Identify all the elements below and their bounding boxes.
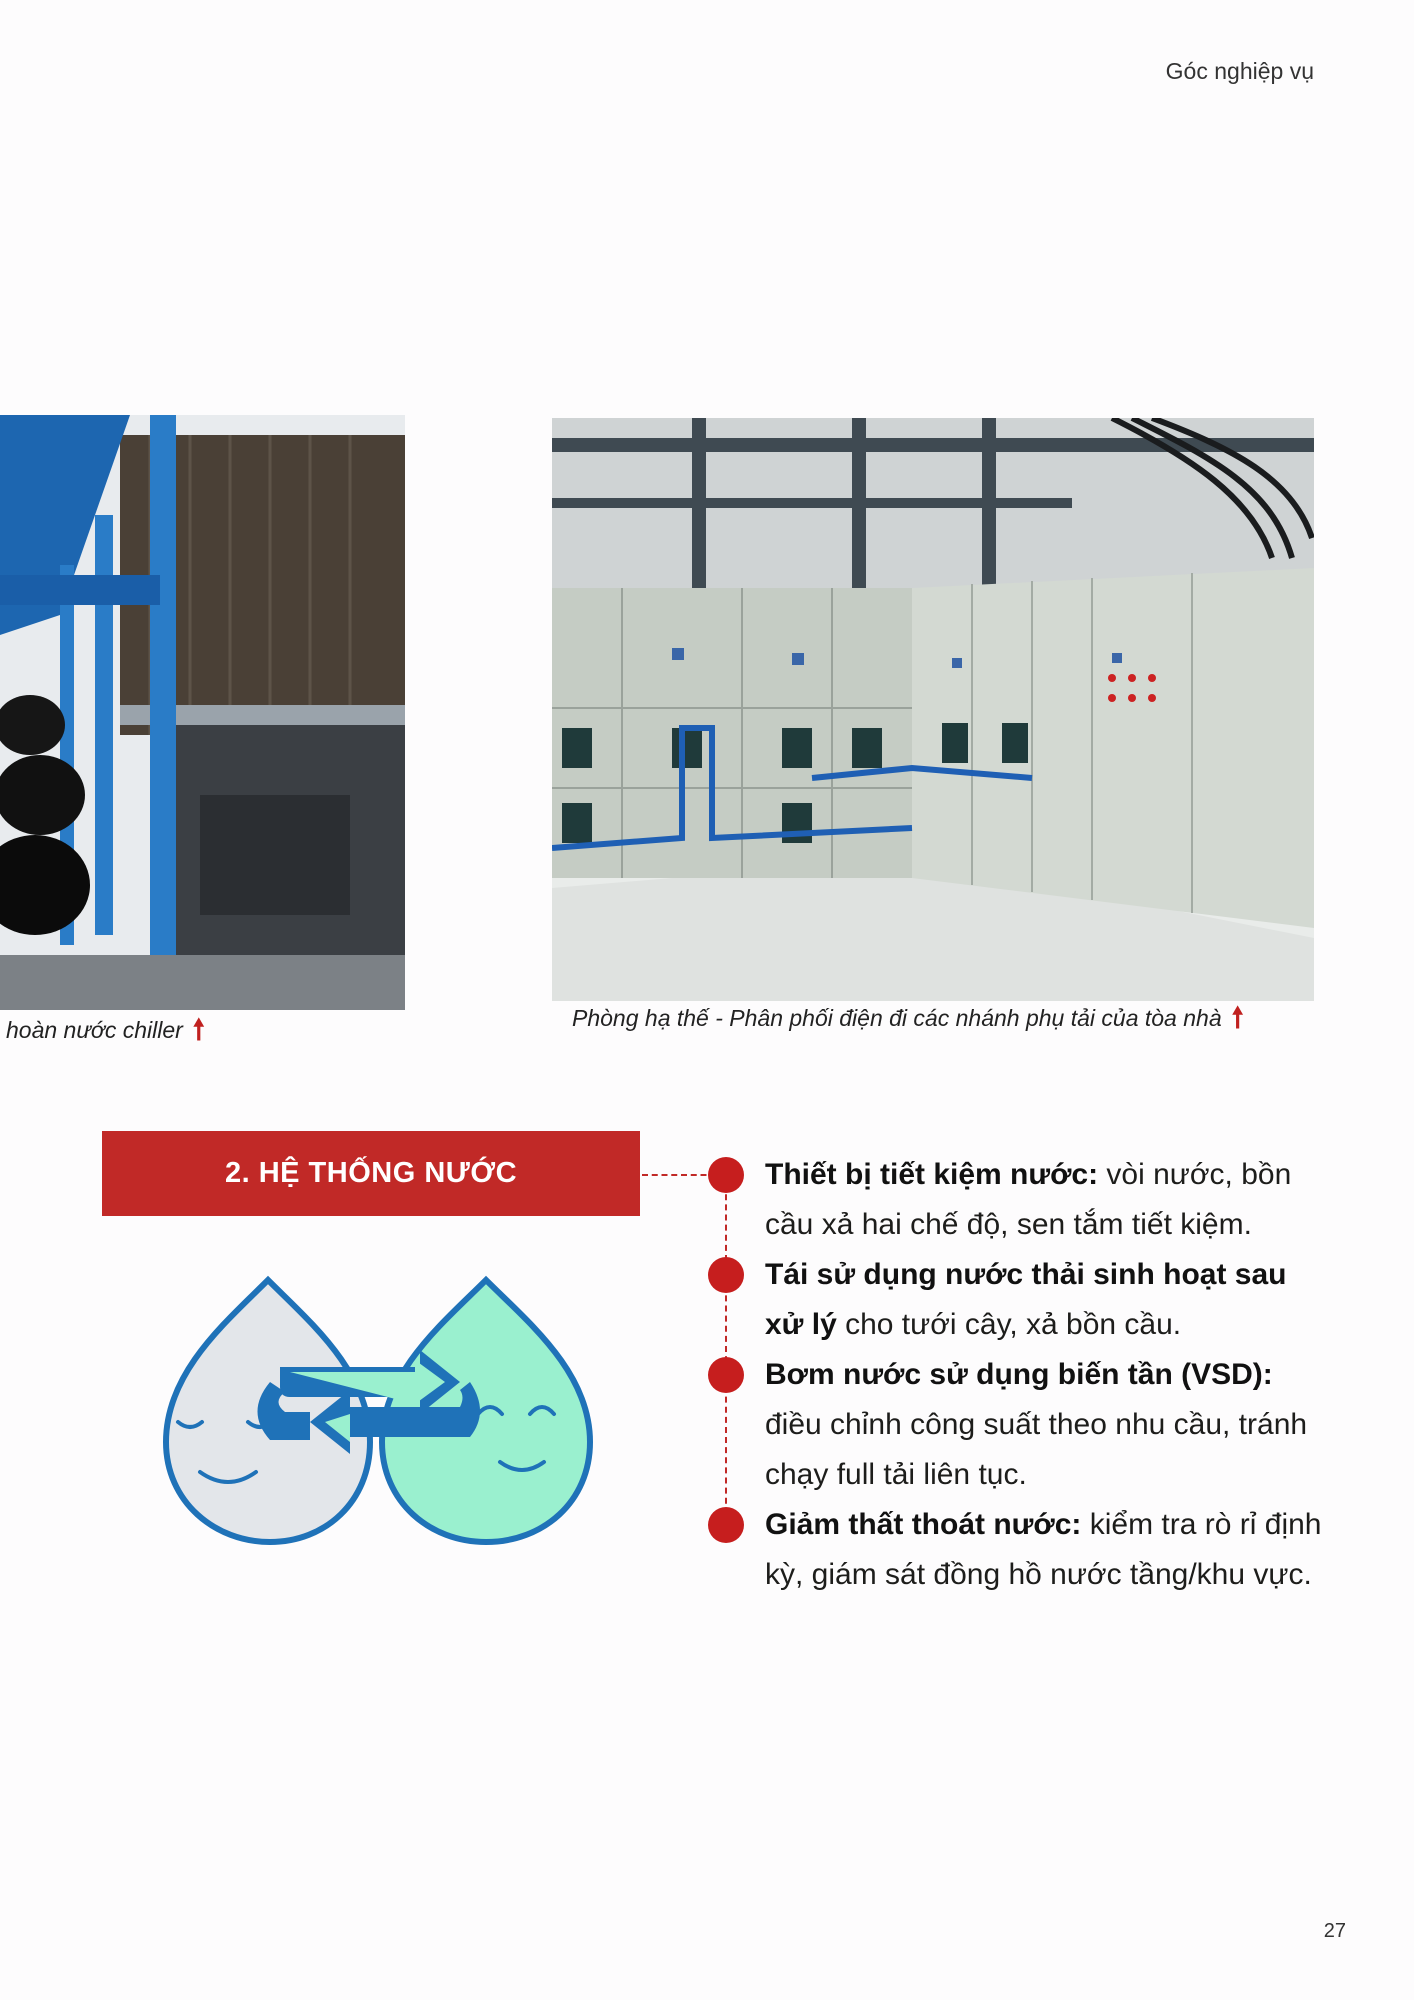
bullet-item-water-loss-reduction: Giảm thất thoát nước: kiểm tra rò rỉ định kỳ, giám sát đồng hồ nước tầng/khu vực.: [765, 1508, 1322, 1591]
chiller-photo: [0, 415, 405, 1010]
header-section-label: Góc nghiệp vụ: [1165, 58, 1314, 84]
switchroom-photo-caption: [572, 1004, 1244, 1032]
switchroom-photo: [552, 418, 1314, 1001]
water-recycle-icon: [160, 1272, 596, 1552]
page-number: 27: [1323, 1920, 1346, 1942]
switchroom-caption-text: Phòng hạ thế - Phân phối điện đi các nhánh phụ tải của tòa nhà: [572, 1004, 1222, 1031]
chiller-caption-text: hoàn nước chiller: [6, 1016, 183, 1043]
bullet-marker: [708, 1257, 744, 1293]
bullet-item-water-saving-devices: Thiết bị tiết kiệm nước: vòi nước, bồn cầu xả hai chế độ, sen tắm tiết kiệm.: [765, 1158, 1292, 1241]
bullet-marker: [708, 1507, 744, 1543]
arrow-up-icon: 🠕: [192, 1014, 205, 1045]
chiller-photo-caption: [6, 1016, 205, 1044]
connector-line-vertical: [725, 1174, 727, 1524]
bullet-item-vsd-pumps: Bơm nước sử dụng biến tần (VSD): điều chỉnh công suất theo nhu cầu, tránh chạy full tải liên tục.: [765, 1358, 1308, 1491]
bullet-item-wastewater-reuse: Tái sử dụng nước thải sinh hoạt sau xử lý cho tưới cây, xả bồn cầu.: [765, 1258, 1287, 1341]
section-title-banner: 2. HỆ THỐNG NƯỚC: [102, 1131, 640, 1216]
arrow-up-icon: 🠕: [1231, 1002, 1244, 1033]
bullet-marker: [708, 1357, 744, 1393]
bullet-marker: [708, 1157, 744, 1193]
